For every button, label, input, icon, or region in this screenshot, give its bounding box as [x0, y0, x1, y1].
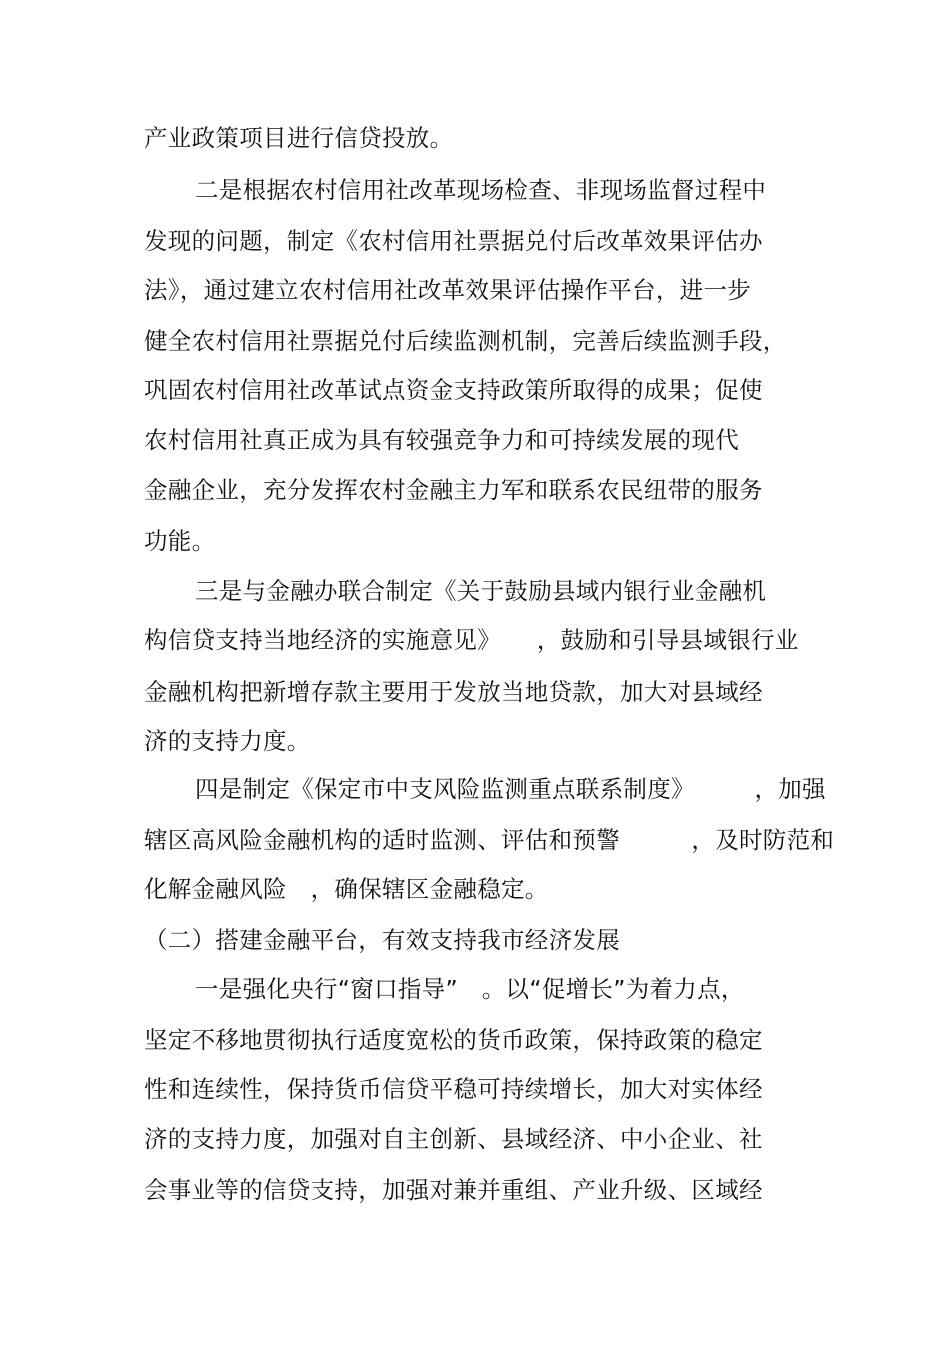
text-line: 辖区高风险金融机构的适时监测、评估和预警 ，及时防范和 — [144, 826, 835, 854]
text-line: 化解金融风险 ，确保辖区金融稳定。 — [144, 875, 549, 903]
text-line: 坚定不移地贯彻执行适度宽松的货币政策，保持政策的稳定 — [144, 1026, 763, 1054]
text-line: 巩固农村信用社改革试点资金支持政策所取得的成果；促使 — [144, 376, 763, 404]
text-line: 四是制定《保定市中支风险监测重点联系制度》 ，加强 — [195, 775, 826, 803]
text-line: 构信贷支持当地经济的实施意见》 ，鼓励和引导县域银行业 — [144, 626, 799, 654]
section-heading: （二）搭建金融平台，有效支持我市经济发展 — [144, 926, 620, 954]
text-line: 三是与金融办联合制定《关于鼓励县域内银行业金融机 — [195, 577, 767, 605]
text-line: 会事业等的信贷支持，加强对兼并重组、产业升级、区域经 — [144, 1176, 763, 1204]
text-line: 产业政策项目进行信贷投放。 — [144, 124, 454, 152]
text-line: 健全农村信用社票据兑付后续监测机制，完善后续监测手段， — [144, 327, 787, 355]
text-line: 功能。 — [144, 527, 216, 555]
text-line: 农村信用社真正成为具有较强竞争力和可持续发展的现代 — [144, 426, 739, 454]
text-line: 济的支持力度，加强对自主创新、县域经济、中小企业、社 — [144, 1125, 763, 1153]
text-line: 性和连续性，保持货币信贷平稳可持续增长，加大对实体经 — [144, 1075, 763, 1103]
text-line: 二是根据农村信用社改革现场检查、非现场监督过程中 — [195, 176, 767, 204]
text-line: 一是强化央行“窗口指导” 。以“促增长”为着力点， — [195, 975, 745, 1003]
text-line: 法》，通过建立农村信用社改革效果评估操作平台，进一步 — [144, 276, 752, 304]
text-line: 金融机构把新增存款主要用于发放当地贷款，加大对县域经 — [144, 678, 763, 706]
text-line: 济的支持力度。 — [144, 727, 311, 755]
text-line: 发现的问题，制定《农村信用社票据兑付后改革效果评估办 — [144, 227, 763, 255]
text-line: 金融企业，充分发挥农村金融主力军和联系农民纽带的服务 — [144, 476, 763, 504]
